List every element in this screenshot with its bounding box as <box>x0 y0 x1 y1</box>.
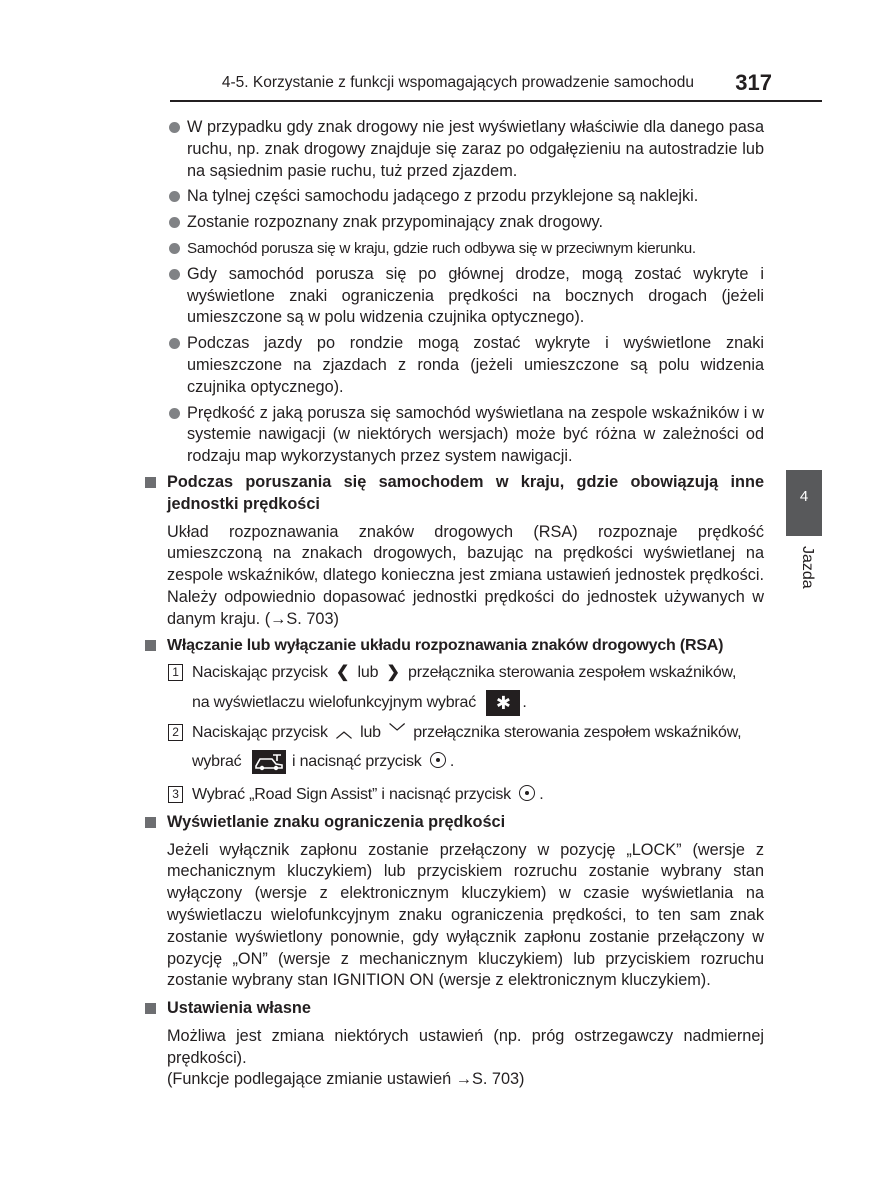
bullet-dot <box>169 243 180 254</box>
bullet-item <box>142 333 764 398</box>
chevron-down-icon: ﹀ <box>389 724 405 742</box>
section-heading-text: Ustawienia własne <box>167 999 311 1018</box>
chevron-right-icon: ❯ <box>386 664 400 682</box>
header-rule <box>170 100 822 102</box>
bullet-text: W przypadku gdy znak drogowy nie jest wyświetlany właściwie dla danego pasa ruchu, np. znak drogowy znajduje się zaraz po odgałęzieniu na autostradzie lub na sąsiednim pasie ruchu, tuż przed zjazdem. <box>187 118 764 180</box>
section-heading-units <box>142 472 764 516</box>
section-heading-text: Włączanie lub wyłączanie układu rozpoznawania znaków drogowych (RSA) <box>167 636 724 654</box>
step-text: przełącznika sterowania zespołem wskaźników, <box>413 724 742 742</box>
ok-button-icon <box>519 785 535 801</box>
bullet-item <box>142 117 764 182</box>
bullet-text: Podczas jazdy po rondzie mogą zostać wykryte i wyświetlone znaki umieszczone na zjazdach z ronda (jeżeli umieszczone są polu widzenia czujnika optycznego). <box>187 334 764 396</box>
header-title: 4-5. Korzystanie z funkcji wspomagających prowadzenie samochodu <box>221 74 694 91</box>
bullet-text: Prędkość z jaką porusza się samochód wyświetlana na zespole wskaźników i w systemie nawigacji (w niektórych wersjach) może być różna w zależności od rodzaju map wykorzystanych przez system nawigacji. <box>187 403 764 466</box>
section-heading-text: Wyświetlanie znaku ograniczenia prędkości <box>167 812 506 831</box>
bullet-dot <box>169 269 180 280</box>
step-number: 2 <box>168 724 183 741</box>
section-marker <box>145 640 156 651</box>
step-line <box>192 750 764 774</box>
bullet-item <box>142 212 764 234</box>
section-marker <box>145 477 156 488</box>
step-number: 3 <box>168 786 183 803</box>
page-content <box>142 117 764 1095</box>
gear-icon: ✱ <box>486 690 520 716</box>
step-text: wybrać <box>192 753 242 771</box>
section-heading-toggle <box>142 635 764 657</box>
bullet-dot <box>169 217 180 228</box>
step-text: lub <box>360 724 381 742</box>
bullet-text: Zostanie rozpoznany znak przypominający znak drogowy. <box>187 213 603 232</box>
step-text: Naciskając przycisk <box>192 664 328 682</box>
step-text: Naciskając przycisk <box>192 724 328 742</box>
section-body-units: Układ rozpoznawania znaków drogowych (RSA) rozpoznaje prędkość umieszczoną na znakach drogowych, bazując na prędkości wyświetlanej na zespole wskaźników, dlatego konieczna jest zmiana ustawień jednostek prędkości. Należy odpowiednio dopasować jednostki prędkości do jednostek używanych w danym kraju. (→S. 703) <box>167 522 764 628</box>
bullet-dot <box>169 191 180 202</box>
road-sign-assist-icon <box>252 750 286 774</box>
bullet-dot <box>169 338 180 349</box>
bullet-dot <box>169 408 180 419</box>
section-marker <box>145 1003 156 1014</box>
ok-button-icon <box>430 752 446 768</box>
bullet-dot <box>169 122 180 133</box>
section-heading-text: Podczas poruszania się samochodem w kraju, gdzie obowiązują inne jednostki prędkości <box>167 472 764 513</box>
page-number: 317 <box>735 70 772 95</box>
section-marker <box>145 817 156 828</box>
step-text: . <box>522 694 527 712</box>
step-3 <box>142 784 764 806</box>
chapter-number: 4 <box>799 488 809 505</box>
step-line <box>192 690 764 716</box>
step-text: Wybrać „Road Sign Assist” i nacisnąć przycisk <box>192 785 511 803</box>
section-heading-custom <box>142 998 764 1020</box>
bullet-item <box>142 186 764 208</box>
step-text: . <box>449 753 455 771</box>
chevron-up-icon: ︿ <box>336 724 352 742</box>
section-body-display: Jeżeli wyłącznik zapłonu zostanie przełączony w pozycję „LOCK” (wersje z mechanicznym kluczykiem) lub przyciskiem rozruchu zostanie wybrany stan wyłączony (wersje z elektronicznym kluczykiem) w czasie wyświetlania na wyświetlaczu wielofunkcyjnym znaku ograniczenia prędkości, to ten sam znak zostanie wyświetlony ponownie, gdy wyłącznik zapłonu zostanie przełączony w pozycję „ON” (wersje z mechanicznym kluczykiem) lub przyciskiem rozruchu zostanie wybrany stan IGNITION ON (wersje z elektronicznym kluczykiem). <box>167 840 764 990</box>
bullet-item <box>142 238 764 260</box>
step-text: . <box>539 785 544 803</box>
step-2 <box>142 722 764 774</box>
bullet-text: Samochód porusza się w kraju, gdzie ruch odbywa się w przeciwnym kierunku. <box>187 239 696 257</box>
bullet-item <box>142 264 764 329</box>
chapter-label: Jazda <box>799 546 816 589</box>
step-text: na wyświetlaczu wielofunkcyjnym wybrać <box>192 694 477 712</box>
step-1 <box>142 662 764 716</box>
step-text: lub <box>357 664 379 682</box>
section-heading-display <box>142 812 764 834</box>
step-text: i nacisnąć przycisk <box>291 753 422 771</box>
section-body-custom: Możliwa jest zmiana niektórych ustawień (np. próg ostrzegawczy nadmiernej prędkości). <box>167 1026 764 1067</box>
chevron-left-icon: ❮ <box>336 664 350 682</box>
bullet-text: Gdy samochód porusza się po głównej drodze, mogą zostać wykryte i wyświetlone znaki ograniczenia prędkości na bocznych drogach (jeżeli umieszczone są w polu widzenia czujnika optycznego). <box>187 264 764 327</box>
step-text: przełącznika sterowania zespołem wskaźników, <box>408 664 737 682</box>
bullet-item <box>142 403 764 468</box>
bullet-text: Na tylnej części samochodu jadącego z przodu przyklejone są naklejki. <box>187 187 699 206</box>
step-number: 1 <box>168 664 183 681</box>
section-body-custom-ref: (Funkcje podlegające zmianie ustawień →S. 703) <box>167 1070 525 1089</box>
chapter-tab <box>786 470 822 536</box>
